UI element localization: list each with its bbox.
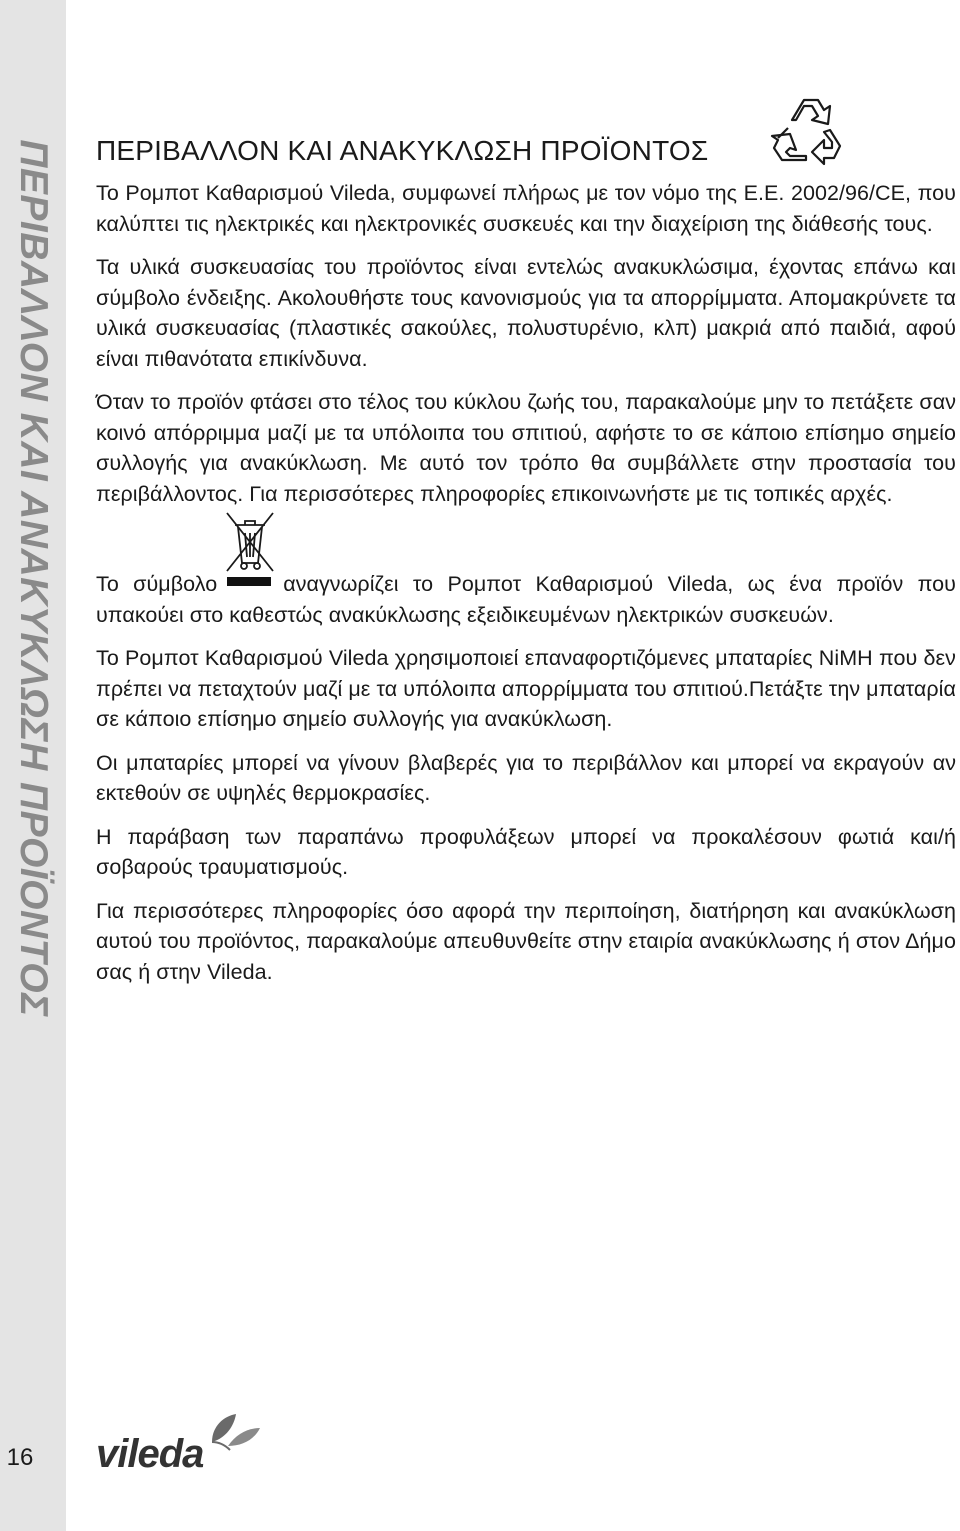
paragraph-5: Το Ρομποτ Καθαρισμού Vileda χρησιμοποιεί επαναφορτιζόμενες μπαταρίες NiMH που δεν πρέπει να πεταχτούν μαζί με τα υπόλοιπα απορρίμματα του σπιτιού.Πετάξτε την μπαταρία σε κάποιο επίσημο σημείο συλλογής για ανακύκλωση. — [96, 646, 956, 731]
paragraph-8: Για περισσότερες πληροφορίες όσο αφορά την περιποίηση, διατήρηση και ανακύκλωση αυτού του προϊόντος, παρακαλούμε απευθυνθείτε στην εταιρία ανακύκλωσης ή στον Δήμο σας ή στην Vileda. — [96, 898, 956, 984]
page-number: 16 — [6, 1444, 34, 1471]
page-heading: ΠΕΡΙΒΑΛΛΟΝ ΚΑΙ ΑΝΑΚΥΚΛΩΣΗ ΠΡΟΪΟΝΤΟΣ — [96, 135, 709, 166]
weee-bar — [227, 577, 271, 586]
paragraph-2: Τα υλικά συσκευασίας του προϊόντος είναι εντελώς ανακυκλώσιμα, έχοντας επάνω και σύμβολο ένδειξης. Ακολουθήστε τους κανονισμούς για τα απορρίμματα. Απομακρύνετε τα υλικά συσκευασίας (πλαστικές σακούλες, πολυστυρένιο, κλπ) μακριά από παιδιά, αφού είναι πιθανότατα επικίνδυνα. — [96, 255, 956, 371]
main-content — [96, 126, 956, 1000]
side-title: ΠΕΡΙΒΑΛΛΟΝ ΚΑΙ ΑΝΑΚΥΚΛΩΣΗ ΠΡΟΪΟΝΤΟΣ — [12, 139, 55, 1017]
paragraph-1: Το Ρομποτ Καθαρισμού Vileda, συμφωνεί πλήρως με τον νόμο της Ε.Ε. 2002/96/CE, που καλύπτει τις ηλεκτρικές και ηλεκτρονικές συσκευές και την διαχείριση της διάθεσής τους. — [96, 181, 956, 236]
weee-bin-icon — [223, 509, 277, 573]
paragraph-4-end: αναγνωρίζει το Ρομποτ Καθαρισμού Vileda, ως ένα προϊόν που υπακούει στο καθεστώς ανακύκλωσης εξειδικευμένων ηλεκτρικών συσκευών. — [96, 572, 956, 627]
heading-row — [96, 126, 956, 168]
paragraph-4 — [96, 569, 956, 630]
paragraph-4-start: Το σύμβολο — [96, 572, 218, 596]
recycle-icon — [766, 94, 846, 170]
side-band — [0, 0, 66, 1531]
vileda-logo — [96, 1412, 266, 1476]
weee-symbol — [225, 571, 275, 591]
paragraph-6: Οι μπαταρίες μπορεί να γίνουν βλαβερές για το περιβάλλον και μπορεί να εκραγούν αν εκτεθούν σε υψηλές θερμοκρασίες. — [96, 750, 956, 805]
leaf-icon — [206, 1412, 262, 1452]
paragraph-7: Η παράβαση των παραπάνω προφυλάξεων μπορεί να προκαλέσουν φωτιά και/ή σοβαρούς τραυματισμούς. — [96, 824, 956, 879]
paragraph-3: Όταν το προϊόν φτάσει στο τέλος του κύκλου ζωής του, παρακαλούμε μην το πετάξετε σαν κοινό απόρριμμα μαζί με τα υπόλοιπα του σπιτιού, αφήστε το σε κάποιο επίσημο σημείο συλλογής για ανακύκλωση. Με αυτό τον τρόπο θα συμβάλλετε στην προστασία του περιβάλλοντος. Για περισσότερες πληροφορίες επικοινωνήστε με τις τοπικές αρχές. — [96, 390, 956, 506]
logo-text: vileda — [96, 1432, 204, 1476]
